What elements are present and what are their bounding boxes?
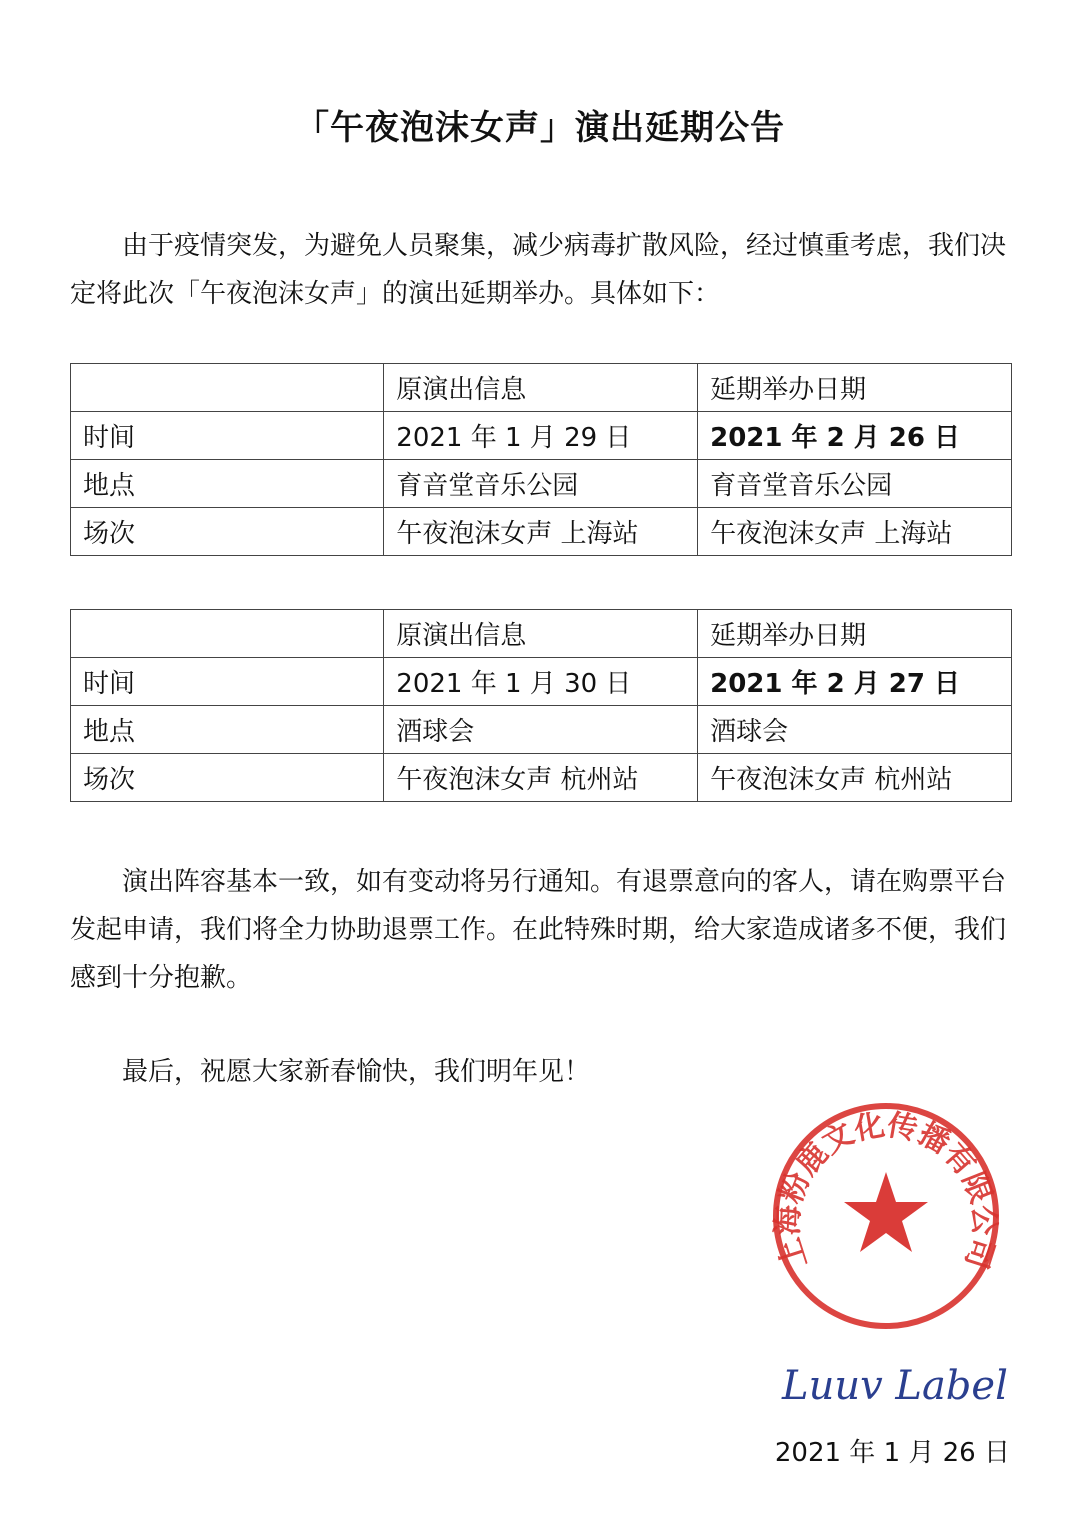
table-row <box>71 658 1012 706</box>
table-header-cell: 延期举办日期 <box>698 364 1012 412</box>
table-header-cell <box>71 610 384 658</box>
row-label: 场次 <box>71 754 384 802</box>
svg-text:Luuv Label: Luuv Label <box>782 1363 1008 1409</box>
original-value: 酒球会 <box>384 706 698 754</box>
schedule-table-hangzhou <box>70 609 1012 802</box>
original-value: 2021 年 1 月 29 日 <box>384 412 698 460</box>
page-title: 「午夜泡沫女声」演出延期公告 <box>295 108 785 148</box>
table-header-row <box>71 610 1012 658</box>
schedule-table-shanghai <box>70 363 1012 556</box>
closing-paragraph: 最后，祝愿大家新春愉快，我们明年见！ <box>122 1057 591 1087</box>
star-icon <box>844 1172 928 1252</box>
issue-date: 2021 年 1 月 26 日 <box>774 1438 1010 1468</box>
row-label: 时间 <box>71 412 384 460</box>
company-seal <box>770 1100 1002 1332</box>
intro-paragraph: 由于疫情突发，为避免人员聚集，减少病毒扩散风险，经过慎重考虑，我们决定将此次「午夜泡沫女声」的演出延期举办。具体如下： <box>70 231 1007 309</box>
row-label: 地点 <box>71 706 384 754</box>
handwritten-signature <box>778 1355 1010 1415</box>
table-row <box>71 706 1012 754</box>
svg-text:上海粉鹿文化传播有限公司: 上海粉鹿文化传播有限公司 <box>770 1107 1002 1273</box>
postponed-value: 午夜泡沫女声 上海站 <box>698 508 1012 556</box>
table-row <box>71 754 1012 802</box>
row-label: 时间 <box>71 658 384 706</box>
notice-paragraph: 演出阵容基本一致，如有变动将另行通知。有退票意向的客人，请在购票平台发起申请，我们将全力协助退票工作。在此特殊时期，给大家造成诸多不便，我们感到十分抱歉。 <box>70 867 1007 993</box>
row-label: 场次 <box>71 508 384 556</box>
original-value: 2021 年 1 月 30 日 <box>384 658 698 706</box>
postponed-value: 酒球会 <box>698 706 1012 754</box>
table-row <box>71 412 1012 460</box>
postponed-value: 2021 年 2 月 27 日 <box>698 658 1012 706</box>
table-header-cell: 延期举办日期 <box>698 610 1012 658</box>
original-value: 育音堂音乐公园 <box>384 460 698 508</box>
table-header-row <box>71 364 1012 412</box>
original-value: 午夜泡沫女声 上海站 <box>384 508 698 556</box>
postponed-value: 2021 年 2 月 26 日 <box>698 412 1012 460</box>
postponed-value: 午夜泡沫女声 杭州站 <box>698 754 1012 802</box>
table-header-cell <box>71 364 384 412</box>
row-label: 地点 <box>71 460 384 508</box>
postponed-value: 育音堂音乐公园 <box>698 460 1012 508</box>
table-row <box>71 508 1012 556</box>
table-row <box>71 460 1012 508</box>
table-header-cell: 原演出信息 <box>384 610 698 658</box>
table-header-cell: 原演出信息 <box>384 364 698 412</box>
original-value: 午夜泡沫女声 杭州站 <box>384 754 698 802</box>
